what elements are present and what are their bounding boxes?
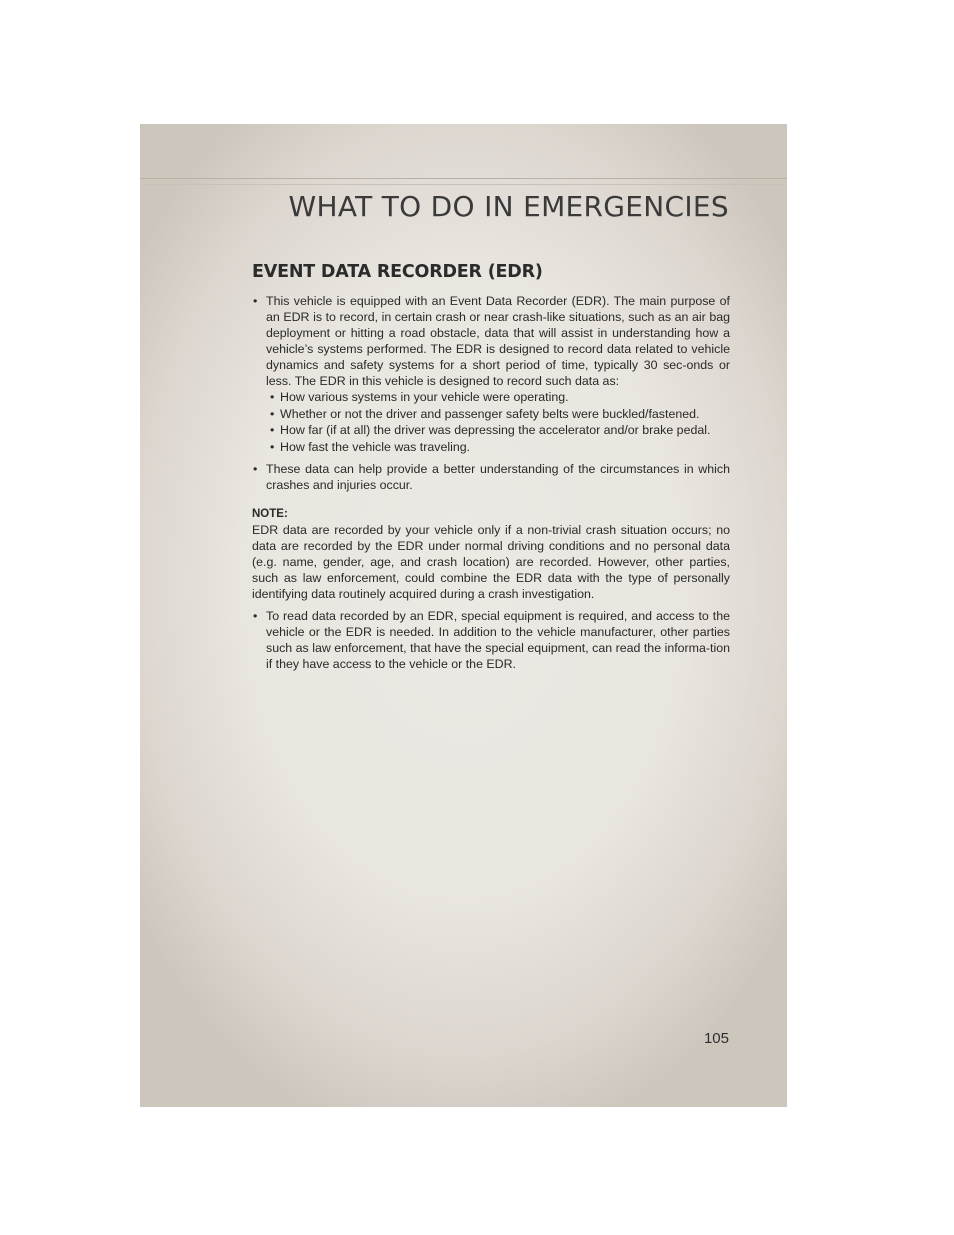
sub-item-text: How fast the vehicle was traveling. [280,439,471,454]
sub-item-text: Whether or not the driver and passenger safety belts were buckled/fastened. [280,406,700,421]
bullet-icon: • [270,439,275,454]
note-label: NOTE: [252,508,288,520]
edr-heading: EVENT DATA RECORDER (EDR) [252,262,543,282]
bullet-icon: • [270,390,275,404]
sub-list-item [270,439,730,455]
list-item [252,608,730,672]
page-content [252,264,730,672]
list-item [252,293,730,455]
bullet-icon: • [253,462,258,476]
bullet-icon: • [253,609,258,623]
manual-page [140,124,787,1107]
sub-list-item [270,406,730,422]
bullet-text: This vehicle is equipped with an Event Data Recorder (EDR). The main purpose of an EDR is to record, in certain crash or near crash-like situations, such as an air bag deployment or hitting a road obstacle, data that will assist in understanding how a vehicle’s systems performed. The EDR is designed to record data related to vehicle dynamics and safety systems for a short period of time, typically 30 sec-onds or less. The EDR in this vehicle is designed to record such data as: [266,294,730,388]
section-title: WHAT TO DO IN EMERGENCIES [288,190,729,223]
header-rule-bottom [140,184,787,185]
bullet-text: To read data recorded by an EDR, special equipment is required, and access to the vehicle or the EDR is needed. In addition to the vehicle manufacturer, other parties such as law enforcement, that have the special equipment, can read the informa-tion if they have access to the vehicle or the EDR. [266,609,730,671]
sub-item-text: How various systems in your vehicle were operating. [280,390,569,404]
list-item [252,461,730,493]
bullet-text: These data can help provide a better understanding of the circumstances in which crashes and injuries occur. [266,462,730,492]
bullet-icon: • [253,294,258,308]
header-rule-top [140,178,787,179]
note-text: EDR data are recorded by your vehicle only if a non-trivial crash situation occurs; no data are recorded by the EDR under normal driving conditions and no personal data (e.g. name, gender, age, and crash location) are recorded. However, other parties, such as law enforcement, could combine the EDR data with the type of personally identifying data routinely acquired during a crash investigation. [252,523,730,601]
sub-list [266,389,730,455]
bullet-icon: • [270,423,275,437]
page-number: 105 [703,1030,729,1047]
bullet-icon: • [270,406,275,421]
sub-item-text: How far (if at all) the driver was depressing the accelerator and/or brake pedal. [280,423,711,437]
sub-list-item [270,389,730,405]
sub-list-item [270,422,730,438]
